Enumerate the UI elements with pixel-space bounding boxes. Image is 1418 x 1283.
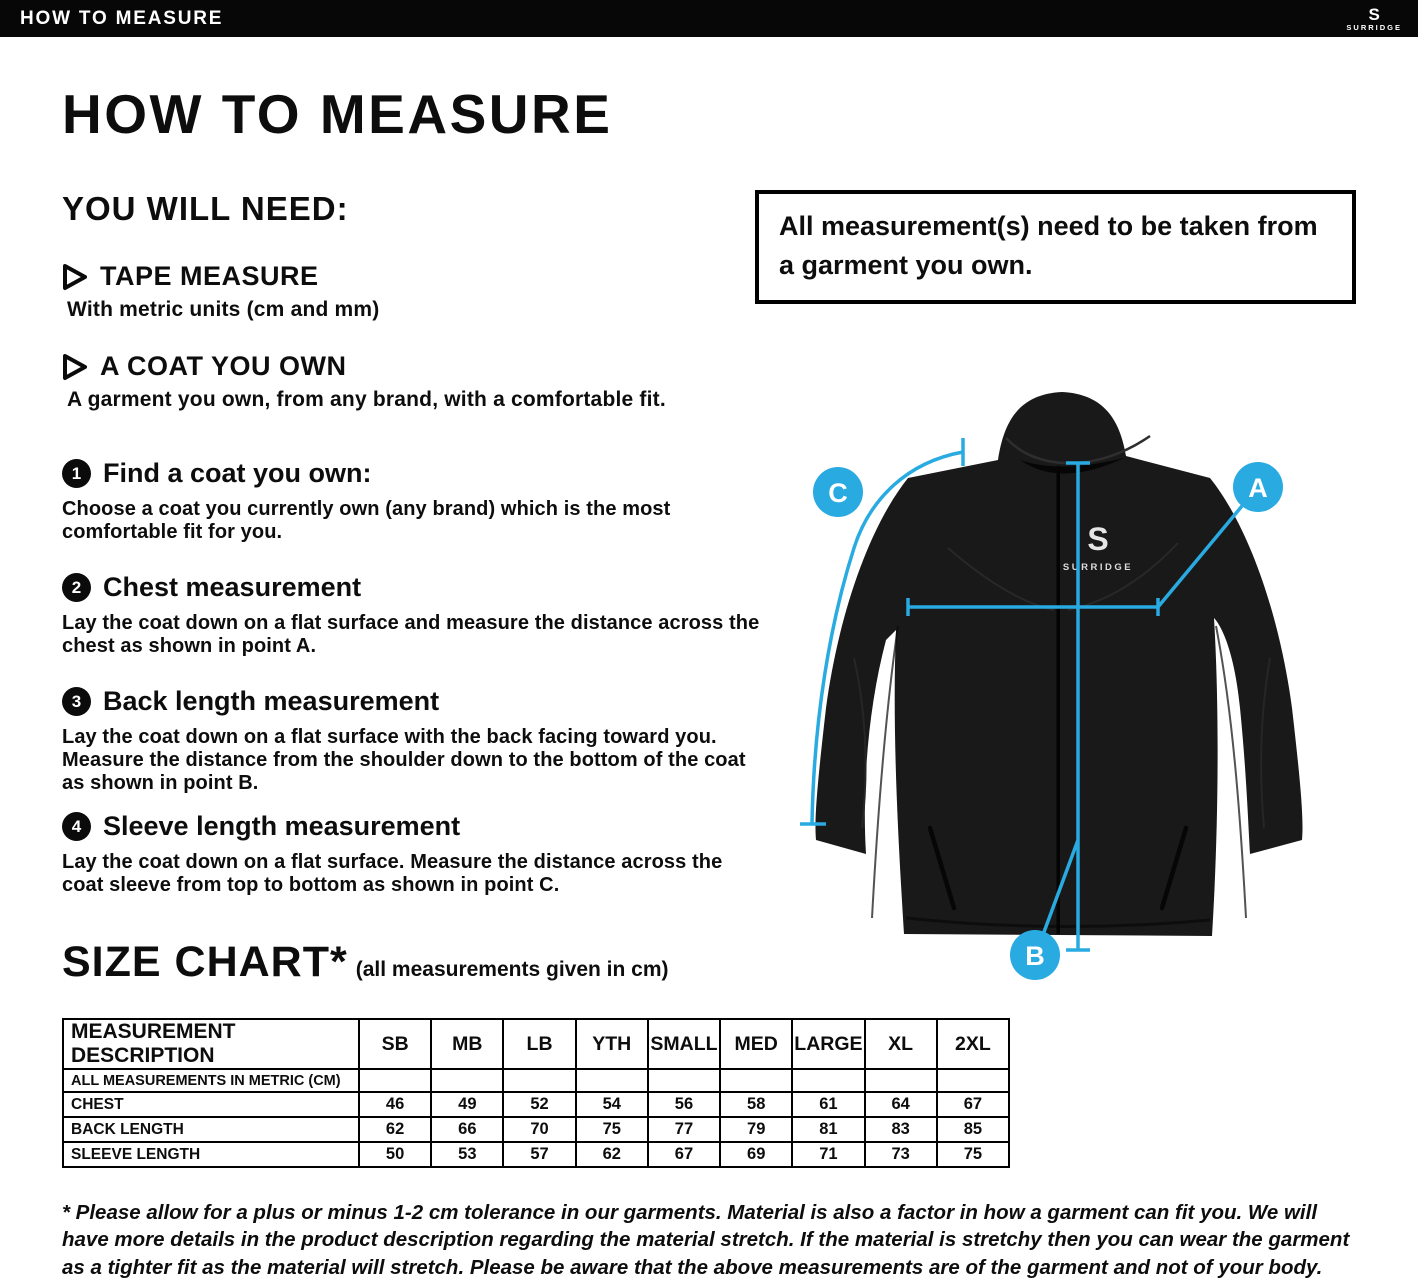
size-value-cell: 71	[792, 1142, 864, 1167]
size-column-header: 2XL	[937, 1019, 1009, 1069]
unit-row-empty-cell	[865, 1069, 937, 1092]
unit-row-empty-cell	[359, 1069, 431, 1092]
measurement-row-label: SLEEVE LENGTH	[63, 1142, 359, 1167]
step-description: Choose a coat you currently own (any brand) which is the most comfortable fit for you.	[62, 498, 671, 544]
size-value-cell: 70	[503, 1117, 575, 1142]
zipper	[1057, 466, 1061, 934]
size-table-row	[63, 1142, 1009, 1167]
jacket-measurement-diagram	[758, 378, 1410, 1023]
size-value-cell: 53	[431, 1142, 503, 1167]
size-chart-heading	[62, 938, 669, 987]
unit-row-empty-cell	[720, 1069, 792, 1092]
step-number-badge: 1	[62, 459, 91, 488]
size-table-row	[63, 1092, 1009, 1117]
page-title: HOW TO MEASURE	[62, 83, 613, 145]
size-column-header: MED	[720, 1019, 792, 1069]
size-column-header: SB	[359, 1019, 431, 1069]
svg-text:A: A	[1248, 473, 1268, 503]
step-title: Chest measurement	[103, 572, 362, 602]
unit-row-empty-cell	[937, 1069, 1009, 1092]
svg-text:B: B	[1025, 941, 1045, 971]
step-number-badge: 4	[62, 812, 91, 841]
garment-logo-mark: S	[1087, 521, 1109, 557]
size-value-cell: 46	[359, 1092, 431, 1117]
need-item-title: TAPE MEASURE	[100, 261, 319, 291]
step-description: Lay the coat down on a flat surface. Measure the distance across the coat sleeve from top to bottom as shown in point C.	[62, 851, 723, 897]
need-item-description: A garment you own, from any brand, with a comfortable fit.	[67, 388, 666, 411]
svg-text:C: C	[828, 478, 848, 508]
size-value-cell: 75	[937, 1142, 1009, 1167]
surridge-wordmark: SURRIDGE	[1346, 22, 1402, 32]
size-value-cell: 83	[865, 1117, 937, 1142]
size-column-header: MEASUREMENT DESCRIPTION	[63, 1019, 359, 1069]
size-value-cell: 67	[648, 1142, 720, 1167]
step-number-badge: 2	[62, 573, 91, 602]
size-table-row	[63, 1117, 1009, 1142]
size-value-cell: 67	[937, 1092, 1009, 1117]
triangle-bullet-icon	[62, 353, 88, 381]
you-will-need-heading: YOU WILL NEED:	[62, 190, 349, 227]
measurement-row-label: BACK LENGTH	[63, 1117, 359, 1142]
step-sleeve-length-measurement	[62, 811, 768, 897]
marker-B	[1010, 930, 1060, 980]
size-value-cell: 69	[720, 1142, 792, 1167]
size-value-cell: 75	[576, 1117, 648, 1142]
triangle-bullet-icon	[62, 263, 88, 291]
size-value-cell: 79	[720, 1117, 792, 1142]
size-value-cell: 85	[937, 1117, 1009, 1142]
unit-row-empty-cell	[792, 1069, 864, 1092]
size-value-cell: 49	[431, 1092, 503, 1117]
step-description: Lay the coat down on a flat surface and measure the distance across the chest as shown in point A.	[62, 612, 760, 658]
size-column-header: XL	[865, 1019, 937, 1069]
size-table-unit-row	[63, 1069, 1009, 1092]
size-value-cell: 58	[720, 1092, 792, 1117]
size-column-header: MB	[431, 1019, 503, 1069]
size-value-cell: 50	[359, 1142, 431, 1167]
unit-row-empty-cell	[503, 1069, 575, 1092]
need-item-coat	[62, 351, 762, 412]
top-bar	[0, 0, 1418, 37]
size-column-header: YTH	[576, 1019, 648, 1069]
need-item-description: With metric units (cm and mm)	[67, 298, 380, 321]
top-bar-title: HOW TO MEASURE	[20, 7, 224, 29]
size-value-cell: 61	[792, 1092, 864, 1117]
size-value-cell: 52	[503, 1092, 575, 1117]
size-value-cell: 66	[431, 1117, 503, 1142]
size-value-cell: 64	[865, 1092, 937, 1117]
size-column-header: SMALL	[648, 1019, 720, 1069]
size-column-header: LB	[503, 1019, 575, 1069]
size-value-cell: 73	[865, 1142, 937, 1167]
step-chest-measurement	[62, 572, 768, 658]
step-title: Back length measurement	[103, 686, 440, 716]
step-title: Sleeve length measurement	[103, 811, 461, 841]
step-back-length-measurement	[62, 686, 768, 796]
garment-logo-wordmark: SURRIDGE	[1062, 562, 1134, 573]
size-value-cell: 81	[792, 1117, 864, 1142]
size-value-cell: 54	[576, 1092, 648, 1117]
marker-A	[1233, 462, 1283, 512]
step-description: Lay the coat down on a flat surface with the back facing toward you. Measure the distance from the shoulder down to the bottom of the coat as shown in point B.	[62, 726, 746, 795]
measurement-row-label: CHEST	[63, 1092, 359, 1117]
need-item-tape-measure	[62, 261, 762, 322]
step-title: Find a coat you own:	[103, 458, 372, 488]
size-table-body	[63, 1092, 1009, 1167]
unit-row-empty-cell	[648, 1069, 720, 1092]
measurement-notice-box: All measurement(s) need to be taken from a garment you own.	[755, 190, 1356, 304]
size-chart-title: SIZE CHART*	[62, 938, 348, 986]
marker-C	[813, 467, 863, 517]
unit-row-label: ALL MEASUREMENTS IN METRIC (CM)	[63, 1069, 359, 1092]
step-number-badge: 3	[62, 687, 91, 716]
size-value-cell: 57	[503, 1142, 575, 1167]
size-value-cell: 62	[576, 1142, 648, 1167]
unit-row-empty-cell	[576, 1069, 648, 1092]
surridge-header-logo	[1346, 6, 1402, 32]
need-item-title: A COAT YOU OWN	[100, 351, 347, 381]
tolerance-footnote: * Please allow for a plus or minus 1-2 cm tolerance in our garments. Material is also a factor in how a garment can fit you. We will have more details in the product description regarding the material stretch. If the material is stretchy then you can wear the garment as a tighter fit as the material will stretch. Please be aware that the above measurements are of the garment and not of your body.	[62, 1201, 1350, 1279]
size-table-head-row	[63, 1019, 1009, 1069]
size-value-cell: 77	[648, 1117, 720, 1142]
size-value-cell: 62	[359, 1117, 431, 1142]
size-chart-subtitle: (all measurements given in cm)	[355, 958, 669, 981]
unit-row-empty-cell	[431, 1069, 503, 1092]
size-value-cell: 56	[648, 1092, 720, 1117]
surridge-s-icon: S	[1368, 4, 1380, 24]
size-column-header: LARGE	[792, 1019, 864, 1069]
step-find-a-coat	[62, 458, 768, 544]
size-chart-table	[62, 1018, 1010, 1168]
